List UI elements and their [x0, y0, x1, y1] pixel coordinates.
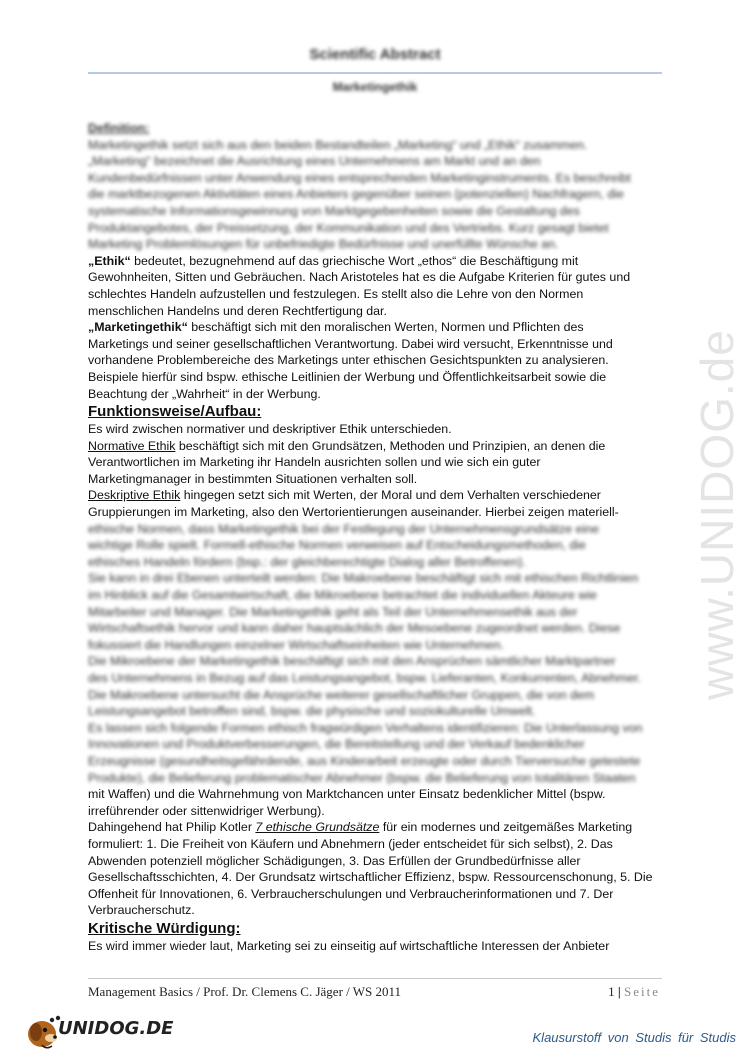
funktionsweise-heading: Funktionsweise/Aufbau: [88, 403, 262, 421]
ethik-line: schlechtes Handeln aufzustellen und festzulegen. Es stellt also die Lehre von den Normen [88, 286, 584, 301]
kotler-line: Abwenden potenziell möglicher Schädigungen, 3. Das Erfüllen der Grundbedürfnisse aller [88, 853, 581, 868]
funktion-line: mit Waffen) und die Wahrnehmung von Marktchancen unter Einsatz bedenklicher Mittel (bspw. [88, 787, 606, 802]
blurred-line: ethisches Handeln fördern (bsp.: der gleichberechtigte Dialog aller Betroffenen). [88, 554, 526, 569]
kotler-term: 7 ethische Grundsätze [255, 820, 380, 835]
blurred-line: wichtige Rolle spielt. Formell-ethische Normen verweisen auf Entscheidungsmethoden, die [88, 538, 586, 553]
definition-line: Kundenbedürfnissen unter Anwendung eines entsprechenden Marketinginstruments. Es beschreibt [88, 170, 631, 185]
blurred-line: des Unternehmens in Bezug auf das Leistungsangebot, bspw. Lieferanten, Konkurrenten, Abnehmer. [88, 671, 642, 685]
blurred-line: im Hinblick auf die Gesamtwirtschaft, die Mikroebene betrachtet die individuellen Akteure wie [88, 588, 597, 603]
normative-line: Marketingmanager in bestimmten Situationen verhalten soll. [88, 471, 418, 486]
deskriptive-term: Deskriptive Ethik [88, 488, 181, 503]
definition-line: „Marketing“ bezeichnet die Ausrichtung eines Unternehmens am Markt und an den [88, 154, 541, 169]
funktion-line: Es wird zwischen normativer und deskriptiver Ethik unterschieden. [88, 422, 452, 437]
blurred-line: Die Mikroebene der Marketingethik beschäftigt sich mit den Ansprüchen sämtlicher Marktpartner [88, 654, 616, 669]
blurred-line: Sie kann in drei Ebenen unterteilt werden: Die Makroebene beschäftigt sich mit ethischen Richtlinien [88, 571, 639, 586]
kotler-line: Gesellschaftsschichten, 4. Der Grundsatz wirtschaftlicher Effizienz, bspw. Ressourcenschonung, 5. Die [88, 870, 653, 885]
kotler-intro: Dahingehend hat Philip Kotler [88, 820, 256, 835]
blurred-line: Es lassen sich folgende Formen ethisch fragwürdigen Verhaltens identifizieren: Die Unterlassung von [88, 720, 643, 735]
marketingethik-line: Marketings und seiner gesellschaftlichen Verantwortung. Dabei wird versucht, Erkenntnisse und [88, 336, 613, 351]
blurred-line: Die Makroebene untersucht die Ansprüche weiterer gesellschaftlicher Gruppen, die von dem [88, 687, 595, 702]
footer-divider [88, 978, 662, 979]
blurred-line: Leistungsangebot betroffen sind, bspw. die physische und soziokulturelle Umwelt. [88, 704, 536, 719]
definition-line: Produktangebotes, der Preissetzung, der Kommunikation und des Vertriebs. Kurz gesagt bietet [88, 220, 609, 235]
deskriptive-text: hingegen setzt sich mit Werten, der Moral und dem Verhalten verschiedener [180, 488, 601, 503]
normative-paragraph [88, 438, 662, 455]
page-separator: | [617, 984, 621, 999]
marketingethik-line: vorhandene Problembereiche des Marketings unter ethischen Gesichtspunkten zu analysieren. [88, 353, 609, 368]
blurred-line: Produkte), die Belieferung problematischer Abnehmer (bspw. die Belieferung von totalitären Staaten [88, 770, 636, 785]
watermark-text: www.UNIDOG.de [691, 329, 743, 700]
ethik-term: „Ethik“ [88, 253, 131, 268]
kritische-wuerdigung-heading: Kritische Würdigung: [88, 919, 241, 937]
normative-line: Verantwortlichen im Marketing ihr Handeln ausrichten sollen und wie sich ein guter [88, 455, 541, 470]
ethik-paragraph [88, 253, 662, 270]
page-label: Seite [624, 984, 660, 999]
footer-course-info: Management Basics / Prof. Dr. Clemens C. Jäger / WS 2011 [88, 984, 402, 999]
logo-text: UNIDOG.DE [58, 1018, 174, 1039]
marketingethik-line: Beispiele hierfür sind bspw. ethische Leitlinien der Werbung und Öffentlichkeitsarbeit sowie die [88, 369, 607, 384]
ethik-line: menschlichen Handelns und deren Rechtfertigung dar. [88, 303, 387, 318]
kotler-line: Offenheit für Innovationen, 6. Verbraucherschulungen und Verbraucherinformationen und 7. Der [88, 886, 614, 901]
blurred-line: Wirtschaftsethik hervor und kann daher hauptsächlich der Mesoebene zugeordnet werden. Diese [88, 621, 621, 636]
kotler-line: Verbraucherschutz. [88, 903, 195, 918]
deskriptive-paragraph [88, 487, 662, 504]
blurred-line: Erzeugnisse (gesundheitsgefährdende, aus Kinderarbeit erzeugte oder durch Tierversuche getestete [88, 753, 641, 768]
marketingethik-text: beschäftigt sich mit den moralischen Werten, Normen und Pflichten des [187, 320, 584, 335]
kotler-paragraph [88, 819, 662, 836]
deskriptive-line: Gruppierungen im Marketing, also den Wertorientierungen auseinander. Hierbei zeigen materiell- [88, 505, 619, 520]
blurred-line: Innovationen und Produktverbesserungen, die Bereitstellung und der Verkauf bedenklicher [88, 737, 585, 752]
document-title: Scientific Abstract [309, 46, 441, 63]
marketingethik-term: „Marketingethik“ [88, 320, 188, 335]
definition-line: Marketingethik setzt sich aus den beiden Bestandteilen „Marketing“ und „Ethik“ zusammen. [88, 137, 588, 152]
funktion-line: irreführender oder sittenwidriger Werbung). [88, 803, 325, 818]
definition-line: Marketing Problemlösungen für unbefriedigte Bedürfnisse und unerfüllte Wünsche an. [88, 237, 559, 252]
ethik-line: Gewohnheiten, Sitten und Gebräuchen. Nach Aristoteles hat es die Aufgabe Kriterien für gutes und [88, 270, 631, 285]
kotler-line: formuliert: 1. Die Freiheit von Käufern und Abnehmern (jeder entscheidet für sich selbst), 2. Das [88, 836, 613, 851]
definition-heading: Definition: [88, 121, 150, 135]
footer-page-info [608, 984, 660, 1000]
document-body [88, 120, 662, 955]
definition-blurred-block [88, 120, 662, 253]
marketingethik-paragraph [88, 319, 662, 336]
definition-line: systematische Informationsgewinnung von Marktgegebenheiten sowie die Gestaltung des [88, 203, 580, 218]
funktion-blurred-block [88, 521, 662, 787]
blurred-line: Mitarbeiter und Manager. Die Marketingethik geht als Teil der Unternehmensethik aus der [88, 604, 578, 619]
normative-term: Normative Ethik [88, 438, 176, 453]
blurred-line: fokussiert die Handlungen einzelner Wirtschaftseinheiten wie Unternehmen. [88, 637, 504, 652]
title-divider [88, 72, 662, 74]
document-subtitle: Marketingethik [332, 80, 418, 94]
definition-line: die marktbezogenen Aktivitäten eines Anbieters gegenüber seinen (potenziellen) Nachfragern, die [88, 187, 624, 202]
ethik-text: bedeutet, bezugnehmend auf das griechische Wort „ethos“ die Beschäftigung mit [130, 253, 579, 268]
page-number: 1 [608, 984, 615, 999]
kritik-line: Es wird immer wieder laut, Marketing sei zu einseitig auf wirtschaftliche Interessen der Anbieter [88, 938, 610, 953]
tagline: Klausurstoff von Studis für Studis [532, 1030, 736, 1045]
marketingethik-line: Beachtung der „Wahrheit“ in der Werbung. [88, 386, 321, 401]
kotler-text: für ein modernes und zeitgemäßes Marketing [379, 820, 633, 835]
blurred-line: ethische Normen, dass Marketingethik bei der Festlegung der Unternehmensgrundsätze eine [88, 521, 600, 536]
normative-text: beschäftigt sich mit den Grundsätzen, Methoden und Prinzipien, an denen die [175, 438, 606, 453]
